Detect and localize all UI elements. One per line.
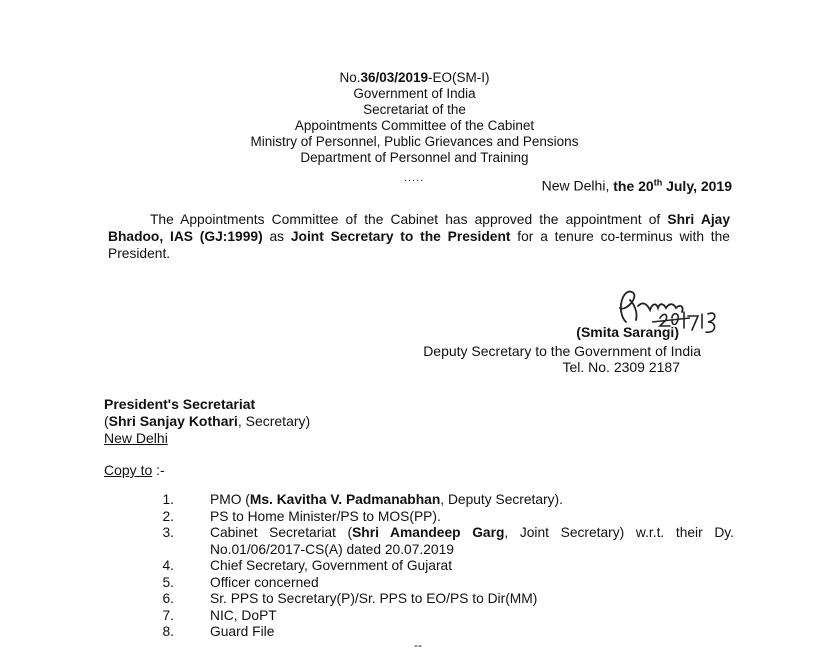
list-item: [160, 492, 734, 509]
list-text: Officer concerned: [210, 574, 319, 590]
list-text: Guard File: [210, 624, 275, 639]
addressee-city: New Delhi: [104, 430, 168, 446]
issuer-line-ministry: Ministry of Personnel, Public Grievances and Pensions: [250, 134, 579, 149]
list-number: 5.: [162, 574, 174, 590]
issuer-line-department: Department of Personnel and Training: [300, 150, 529, 165]
body-text-2: as: [262, 229, 291, 244]
list-text: NIC, DoPT: [210, 607, 277, 623]
appointee-name: Shri Ajay Bhadoo, IAS (GJ:1999): [108, 212, 731, 244]
list-text-bold: Ms. Kavitha V. Padmanabhan: [249, 492, 441, 507]
signatory-designation: Deputy Secretary to the Government of India: [423, 343, 701, 359]
issuer-line-secretariat: Secretariat of the: [363, 102, 466, 117]
list-item: [160, 558, 734, 575]
issuer-block: [0, 86, 829, 166]
addressee-office: President's Secretariat: [104, 396, 256, 412]
list-text-after: , Deputy Secretary).: [440, 492, 563, 507]
page-continuation-mark: --: [414, 638, 422, 652]
addressee-person: Shri Sanjay Kothari: [108, 413, 238, 429]
copy-to-list: [160, 492, 734, 641]
order-date: [542, 177, 732, 194]
order-number-prefix: No.: [339, 70, 361, 85]
addressee-person-line: [104, 413, 310, 430]
date-month-year: July, 2019: [662, 177, 732, 194]
copy-to-heading: [104, 462, 165, 478]
list-text: PS to Home Minister/PS to MOS(PP).: [210, 508, 441, 524]
list-text: Chief Secretary, Government of Gujarat: [210, 558, 453, 573]
list-text: PMO (: [210, 492, 250, 507]
list-item: [160, 575, 734, 592]
date-place: New Delhi,: [541, 177, 614, 194]
list-text: Sr. PPS to Secretary(P)/Sr. PPS to EO/PS to Dir(MM): [210, 591, 538, 606]
list-number: 2.: [162, 508, 174, 524]
list-item: [160, 608, 734, 625]
order-number-bold: 36/03/2019: [360, 70, 429, 85]
addressee-role: , Secretary): [237, 413, 311, 429]
order-number-suffix: -EO(SM-I): [428, 70, 490, 85]
copy-to-suffix: :-: [152, 462, 165, 478]
date-ordinal: th: [653, 177, 663, 187]
signatory-telephone: Tel. No. 2309 2187: [562, 359, 680, 375]
separator-dots: .....: [404, 172, 425, 184]
addressee-open-paren: (: [104, 413, 109, 429]
list-number: 3.: [162, 525, 174, 540]
list-number: 4.: [162, 558, 174, 573]
issuer-line-committee: Appointments Committee of the Cabinet: [294, 118, 535, 133]
list-text-after: , Joint Secretary) w.r.t. their Dy. No.01/06/2017-CS(A) dated 20.07.2019: [210, 525, 734, 557]
addressee-block: [104, 396, 310, 447]
list-number: 1.: [162, 492, 174, 507]
list-number: 8.: [162, 624, 174, 639]
list-number: 7.: [162, 607, 174, 623]
list-item: [160, 509, 734, 526]
list-item: [160, 525, 734, 558]
order-number: [0, 70, 829, 86]
list-item: [160, 591, 734, 608]
list-item: [160, 624, 734, 641]
issuer-line-government: Government of India: [353, 86, 476, 101]
body-text-1: The Appointments Committee of the Cabinet has approved the appointment of: [150, 212, 668, 227]
copy-to-label: Copy to: [104, 462, 153, 478]
body-text-3: for a tenure co-terminus with the President.: [108, 229, 730, 261]
signatory-name: (Smita Sarangi): [576, 324, 679, 340]
appointed-post: Joint Secretary to the President: [290, 229, 511, 244]
list-text-bold: Shri Amandeep Garg: [352, 525, 505, 540]
list-text: Cabinet Secretariat (: [210, 525, 353, 540]
list-number: 6.: [162, 591, 174, 606]
date-the: the 20: [613, 177, 654, 194]
order-body-paragraph: [108, 211, 730, 262]
